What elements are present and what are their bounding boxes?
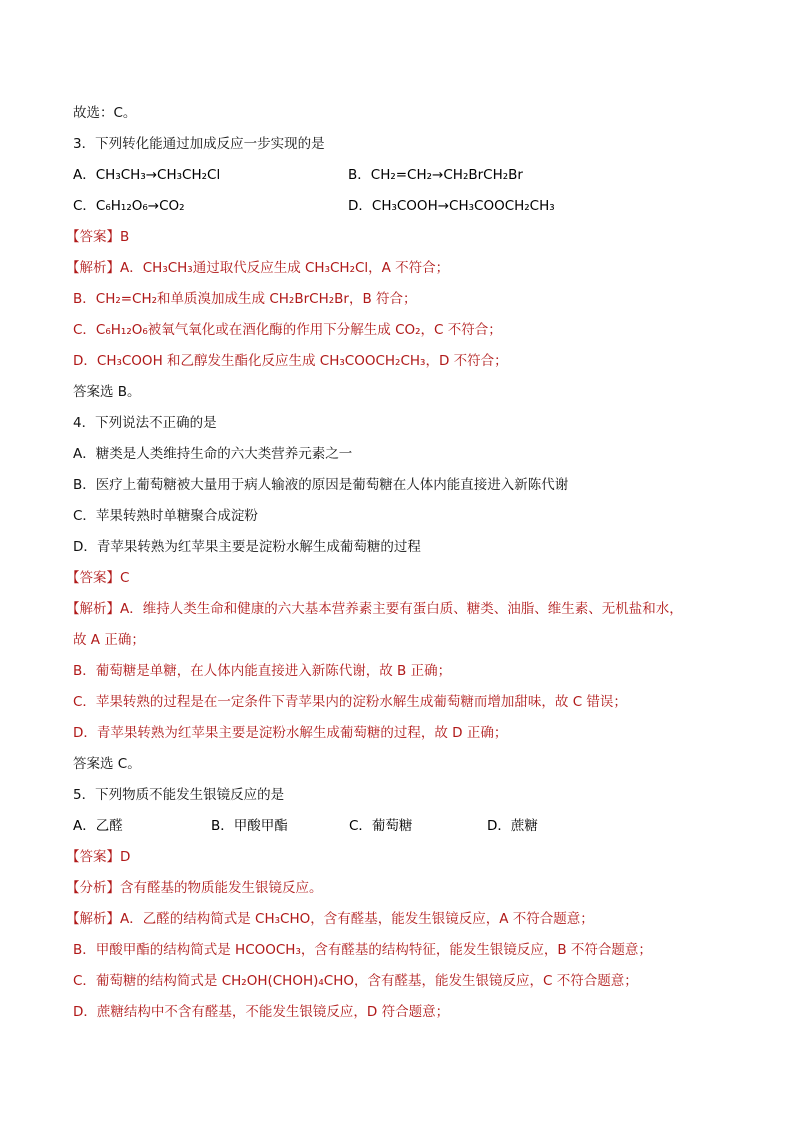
q5-options-row xyxy=(73,816,733,836)
q3-options-row-2 xyxy=(73,196,733,216)
q3-exp-a: 【解析】A．CH₃CH₃通过取代反应生成 CH₃CH₂Cl，A 不符合； xyxy=(66,260,450,276)
q4-option-b: B．医疗上葡萄糖被大量用于病人输液的原因是葡萄糖在人体内能直接进入新陈代谢 xyxy=(73,477,569,493)
q5-option-a: A．乙醛 xyxy=(73,818,123,834)
q3-option-c: C．C₆H₁₂O₆→CO₂ xyxy=(73,198,185,214)
q4-option-c: C．苹果转熟时单糖聚合成淀粉 xyxy=(73,508,258,524)
q5-exp-b: B．甲酸甲酯的结构简式是 HCOOCH₃，含有醛基的结构特征，能发生银镜反应，B 不符合题意； xyxy=(73,942,652,958)
q3-conclusion: 答案选 B。 xyxy=(73,384,141,400)
q5-option-b: B．甲酸甲酯 xyxy=(211,818,288,834)
q4-option-d: D．青苹果转熟为红苹果主要是淀粉水解生成葡萄糖的过程 xyxy=(73,539,421,555)
q3-stem: 3．下列转化能通过加成反应一步实现的是 xyxy=(73,136,325,152)
q3-answer: 【答案】B xyxy=(66,229,130,245)
prev-answer: 故选：C。 xyxy=(73,105,137,121)
q4-answer: 【答案】C xyxy=(66,570,130,586)
q3-options-row-1 xyxy=(73,165,733,185)
q5-answer: 【答案】D xyxy=(66,849,131,865)
q5-exp-d: D．蔗糖结构中不含有醛基，不能发生银镜反应，D 符合题意； xyxy=(73,1004,450,1020)
q5-exp-a: 【解析】A．乙醛的结构简式是 CH₃CHO，含有醛基，能发生银镜反应，A 不符合题意； xyxy=(66,911,594,927)
q5-stem: 5．下列物质不能发生银镜反应的是 xyxy=(73,787,285,803)
q5-exp-c: C．葡萄糖的结构简式是 CH₂OH(CHOH)₄CHO，含有醛基，能发生银镜反应，C 不符合题意； xyxy=(73,973,638,989)
q3-exp-c: C．C₆H₁₂O₆被氧气氧化或在酒化酶的作用下分解生成 CO₂，C 不符合； xyxy=(73,322,502,338)
q4-stem: 4．下列说法不正确的是 xyxy=(73,415,217,431)
q3-option-a: A．CH₃CH₃→CH₃CH₂Cl xyxy=(73,167,221,183)
q5-option-c: C．葡萄糖 xyxy=(349,818,413,834)
q4-exp-a-1: 【解析】A．维持人类生命和健康的六大基本营养素主要有蛋白质、糖类、油脂、维生素、无机盐和水， xyxy=(66,601,683,617)
q4-option-a: A．糖类是人类维持生命的六大类营养元素之一 xyxy=(73,446,353,462)
q5-analysis-summary: 【分析】含有醛基的物质能发生银镜反应。 xyxy=(66,880,323,896)
q5-option-d: D．蔗糖 xyxy=(487,818,538,834)
q4-exp-a-2: 故 A 正确； xyxy=(73,632,145,648)
q3-option-b: B．CH₂=CH₂→CH₂BrCH₂Br xyxy=(348,167,523,183)
q4-exp-b: B．葡萄糖是单糖，在人体内能直接进入新陈代谢，故 B 正确； xyxy=(73,663,452,679)
q3-option-d: D．CH₃COOH→CH₃COOCH₂CH₃ xyxy=(348,198,555,214)
q4-exp-d: D．青苹果转熟为红苹果主要是淀粉水解生成葡萄糖的过程，故 D 正确； xyxy=(73,725,508,741)
q3-exp-b: B．CH₂=CH₂和单质溴加成生成 CH₂BrCH₂Br，B 符合； xyxy=(73,291,417,307)
q4-exp-c: C．苹果转熟的过程是在一定条件下青苹果内的淀粉水解生成葡萄糖而增加甜味，故 C 错误； xyxy=(73,694,627,710)
q3-exp-d: D．CH₃COOH 和乙醇发生酯化反应生成 CH₃COOCH₂CH₃，D 不符合； xyxy=(73,353,508,369)
q4-conclusion: 答案选 C。 xyxy=(73,756,141,772)
